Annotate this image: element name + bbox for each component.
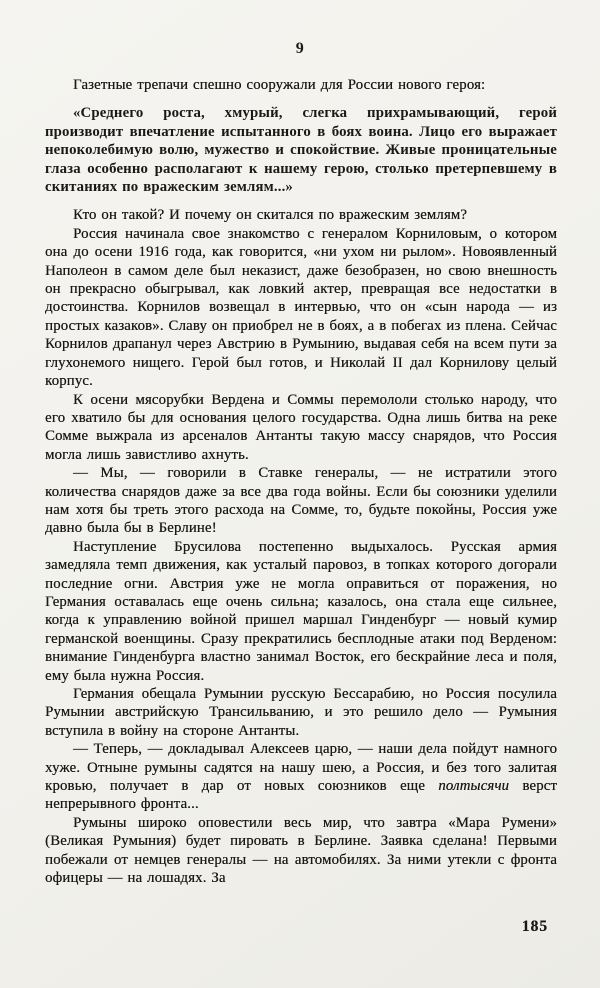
paragraph: Германия обещала Румынии русскую Бессарабию, но Россия посулила Румынии австрийскую Трансильванию, и это решило дело — Румыния вступила в войну на стороне Антанты. (45, 686, 557, 739)
text-block (45, 76, 557, 887)
page-number: 185 (521, 918, 548, 935)
paragraph: Наступление Брусилова постепенно выдыхалось. Русская армия замедляла темп движения, как усталый паровоз, в топках которого догорали последние огни. Австрия уже не могла оправиться от поражения, но Германия оставалась еще очень сильна; казалось, она стала еще сильнее, когда к управлению войной пришел маршал Гинденбург — новый кумир германской военщины. Сразу прекратились бесплодные атаки под Верденом: внимание Гинденбурга властно занимал Восток, его бескрайние леса и поля, ему была нужна Россия. (45, 538, 557, 684)
paragraph: Газетные трепачи спешно сооружали для России нового героя: (73, 77, 486, 93)
paragraph: Россия начинала свое знакомство с генералом Корниловым, о котором она до осени 1916 года, как говорится, «ни ухом ни рылом». Новоявленный Наполеон в самом деле был неказист, даже безобразен, но свою внешность он прекрасно обыгрывал, как ловкий актер, превращая все недостатки в достоинства. Корнилов возвещал в интервью, что он «сын народа — из простых казаков». Славу он приобрел не в боях, а в побегах из плена. Сейчас Корнилов драпанул через Австрию в Румынию, выдавая себя на всем пути за глухонемого нищего. Герой был готов, и Николай II дал Корнилову целый корпус. (45, 225, 557, 390)
paragraph: К осени мясорубки Вердена и Соммы перемололи столько народу, что его хватило бы для основания целого государства. Одна лишь битва на реке Сомме выжрала из арсеналов Антанты такую массу снарядов, что Россия могла лишь завистливо ахнуть. (45, 391, 557, 463)
paragraph: — Мы, — говорили в Ставке генералы, — не истратили этого количества снарядов даже за все два года войны. Если бы союзники уделили нам хотя бы треть этого расхода на Сомме, то, будьте покойны, Россия уже давно была бы в Берлине! (45, 465, 557, 537)
paragraph: Кто он такой? И почему он скитался по вражеским землям? (73, 207, 468, 224)
paragraph: Румыны широко оповестили весь мир, что завтра «Мара Румени» (Великая Румыния) будет пировать в Берлине. Заявка сделана! Первыми побежали от немцев генералы — на автомобилях. За ними утекли с фронта офицеры — на лошадях. За (45, 814, 557, 887)
quote-paragraph: «Среднего роста, хмурый, слегка прихрамывающий, герой производит впечатление испытанного в боях воина. Лицо его выражает непоколебимую волю, мужество и спокойствие. Живые проницательные глаза особенно располагают к нашему герою, столько претерпевшему в скитаниях по вражеским землям...» (45, 105, 557, 196)
chapter-number: 9 (295, 40, 305, 57)
paragraph: — Теперь, — докладывал Алексеев царю, — наши дела пойдут намного хуже. Отныне румыны садятся на нашу шею, а Россия, и без того залитая кровью, получает в дар от новых союзников еще полтысячи верст непрерывного фронта... (45, 741, 558, 813)
